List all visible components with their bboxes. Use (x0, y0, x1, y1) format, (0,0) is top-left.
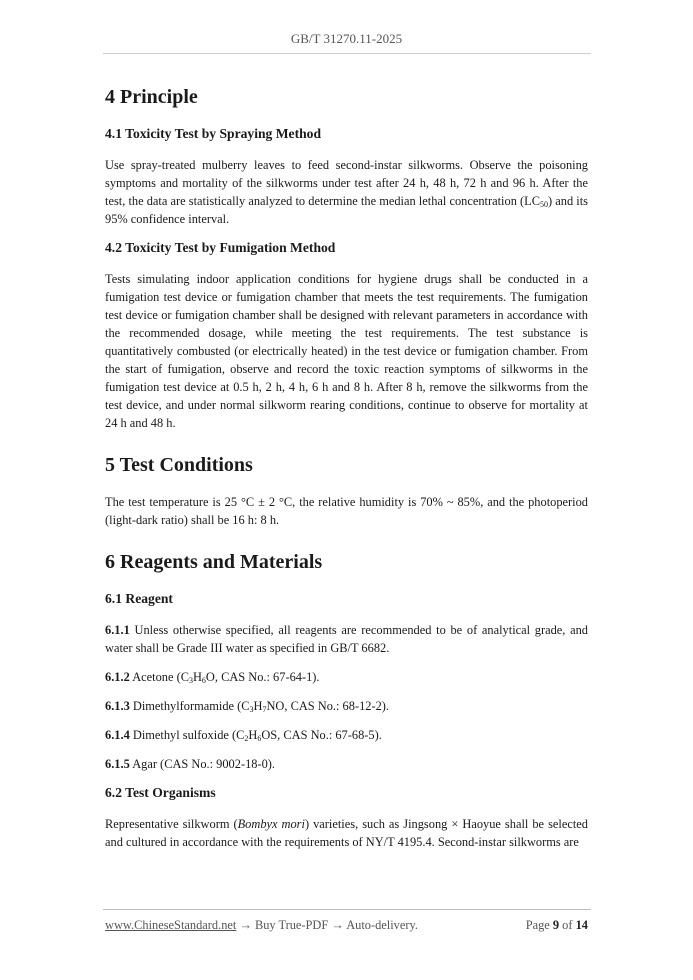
site-link[interactable]: www.ChineseStandard.net (105, 918, 237, 932)
item-6-1-1: 6.1.1 Unless otherwise specified, all reagents are recommended to be of analytical grade, and water shall be Grade III water as specified in GB/T 6682. (105, 623, 588, 655)
header-divider (103, 53, 591, 54)
section-5-heading: 5 Test Conditions (105, 454, 253, 476)
page-number: Page 9 of 14 (525, 918, 588, 932)
section-5-paragraph: The test temperature is 25 °C ± 2 °C, the relative humidity is 70% ~ 85%, and the photoperiod (light-dark ratio) shall be 16 h: 8 h. (105, 495, 588, 527)
auto-delivery-text: Auto-delivery. (346, 918, 418, 932)
running-header: GB/T 31270.11-2025 (290, 31, 403, 46)
footer-divider (103, 909, 591, 910)
section-6-2-heading: 6.2 Test Organisms (105, 785, 216, 800)
arrow-icon: → (328, 918, 347, 932)
section-6-1-heading: 6.1 Reagent (105, 591, 173, 606)
section-6-2-paragraph: Representative silkworm (Bombyx mori) varieties, such as Jingsong × Haoyue shall be selected and cultured in accordance with the requirements of NY/T 4195.4. Second-instar silkworms are (105, 817, 588, 849)
buy-true-pdf-text: Buy True-PDF (254, 918, 329, 932)
item-6-1-3: 6.1.3 Dimethylformamide ($C_3H_7NO$, CAS No.: 68-12-2). (105, 699, 390, 714)
page-body (105, 84, 588, 851)
section-6-heading: 6 Reagents and Materials (105, 551, 323, 573)
section-4-1-heading: 4.1 Toxicity Test by Spraying Method (105, 126, 322, 141)
item-6-1-5: 6.1.5 Agar (CAS No.: 9002-18-0). (105, 757, 276, 771)
item-6-1-4: 6.1.4 Dimethyl sulfoxide ($C_2H_6OS$, CAS No.: 67-68-5). (105, 728, 382, 743)
section-4-heading: 4 Principle (105, 86, 198, 108)
arrow-icon: → (236, 918, 255, 932)
section-4-2-heading: 4.2 Toxicity Test by Fumigation Method (105, 240, 336, 255)
section-4-2-paragraph: Tests simulating indoor application conditions for hygiene drugs shall be conducted in a fumigation test device or fumigation chamber that meets the test requirements. The fumigation test device or fumigation chamber shall be designed with relevant parameters in accordance with the recommended dosage, while meeting the test requirements. The test substance is quantitatively combusted (or electrically heated) in the test device or fumigation chamber. From the start of fumigation, observe and record the toxic reaction symptoms of silkworms in the fumigation test device at 0.5 h, 2 h, 4 h, 6 h and 8 h. After 8 h, remove the silkworms from the test device, and under normal silkworm rearing conditions, continue to observe for mortality at 24 h and 48 h. (105, 272, 588, 430)
item-6-1-2: 6.1.2 Acetone ($C_3H_6O$, CAS No.: 67-64-1). (105, 670, 320, 685)
section-4-1-paragraph: Use spray-treated mulberry leaves to feed second-instar silkworms. Observe the poisoning symptoms and mortality of the silkworms under test after 24 h, 48 h, 72 h and 96 h. After the test, the data are statistically analyzed to determine the median lethal concentration $(LC_{50})$ and its 95% confidence interval. (105, 158, 588, 226)
